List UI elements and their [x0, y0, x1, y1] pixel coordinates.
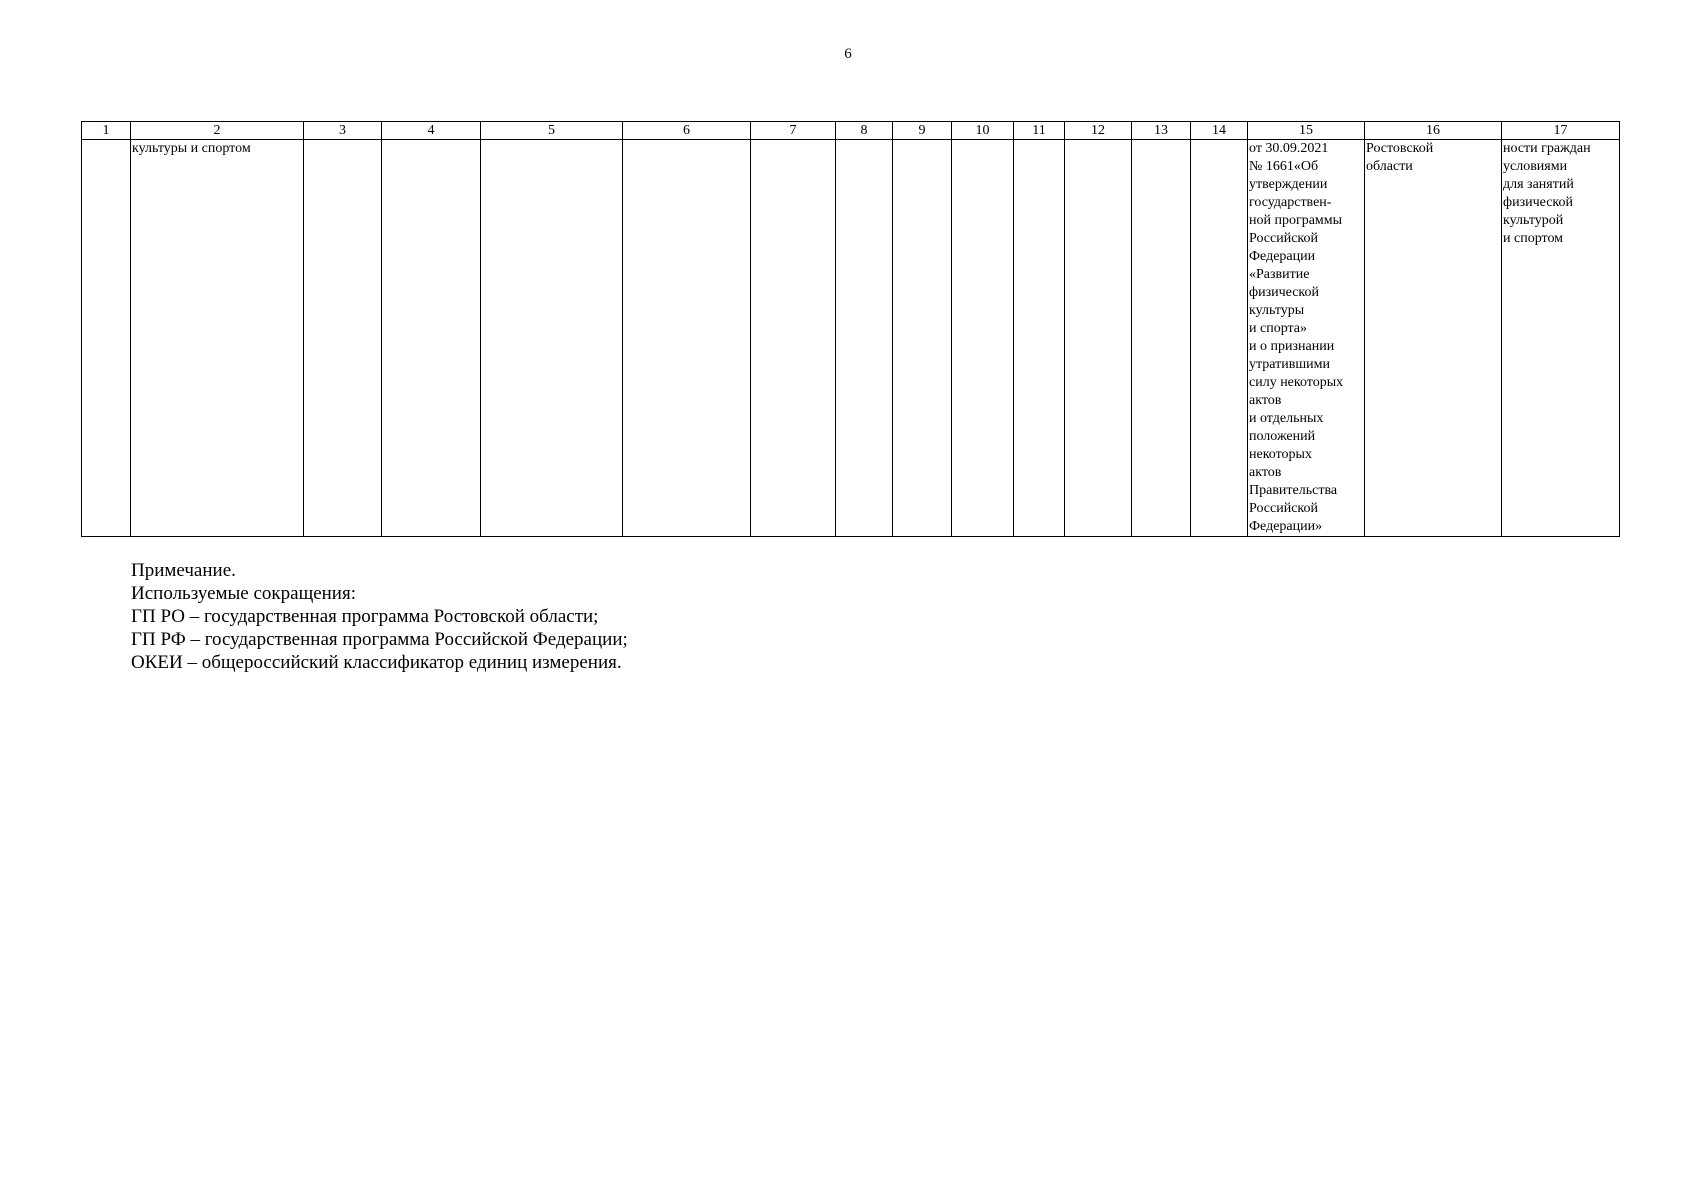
- column-header-10: 10: [952, 122, 1014, 140]
- table-cell-14: [1191, 140, 1248, 537]
- column-header-14: 14: [1191, 122, 1248, 140]
- table-cell-9: [893, 140, 952, 537]
- column-header-5: 5: [481, 122, 623, 140]
- table-cell-5: [481, 140, 623, 537]
- column-header-15: 15: [1248, 122, 1365, 140]
- note-section: [131, 559, 628, 674]
- table-cell-2: культуры и спортом: [131, 140, 304, 537]
- note-line: ГП РФ – государственная программа Российской Федерации;: [131, 629, 628, 650]
- page-number: 6: [844, 46, 852, 62]
- table-cell-10: [952, 140, 1014, 537]
- column-header-9: 9: [893, 122, 952, 140]
- table-cell-11: [1014, 140, 1065, 537]
- note-line: ГП РО – государственная программа Ростовской области;: [131, 606, 599, 627]
- table-cell-6: [623, 140, 751, 537]
- table-cell-4: [382, 140, 481, 537]
- table-cell-3: [304, 140, 382, 537]
- column-header-6: 6: [623, 122, 751, 140]
- column-header-8: 8: [836, 122, 893, 140]
- column-header-2: 2: [131, 122, 304, 140]
- column-header-1: 1: [82, 122, 131, 140]
- column-header-13: 13: [1132, 122, 1191, 140]
- column-header-11: 11: [1014, 122, 1065, 140]
- column-header-12: 12: [1065, 122, 1132, 140]
- column-header-16: 16: [1365, 122, 1502, 140]
- table-cell-1: [82, 140, 131, 537]
- note-line: ОКЕИ – общероссийский классификатор единиц измерения.: [131, 652, 622, 673]
- table-cell-15: от 30.09.2021 № 1661«Об утверждении государствен- ной программы Российской Федерации «Развитие физической культуры и спорта» и о признании утратившими силу некоторых актов и отдельных положений некоторых актов Правительства Российской Федерации»: [1248, 140, 1365, 537]
- table-row: [82, 140, 1620, 537]
- table-cell-7: [751, 140, 836, 537]
- table-cell-17: ности граждан условиями для занятий физической культурой и спортом: [1502, 140, 1620, 537]
- table-cell-16: Ростовской области: [1365, 140, 1502, 537]
- table-cell-12: [1065, 140, 1132, 537]
- note-title: Примечание.: [131, 560, 236, 581]
- column-header-17: 17: [1502, 122, 1620, 140]
- column-header-3: 3: [304, 122, 382, 140]
- note-line: Используемые сокращения:: [131, 583, 356, 604]
- column-header-7: 7: [751, 122, 836, 140]
- table-header-row: [82, 122, 1620, 140]
- column-header-4: 4: [382, 122, 481, 140]
- table-cell-8: [836, 140, 893, 537]
- data-table: [81, 121, 1620, 537]
- table-cell-13: [1132, 140, 1191, 537]
